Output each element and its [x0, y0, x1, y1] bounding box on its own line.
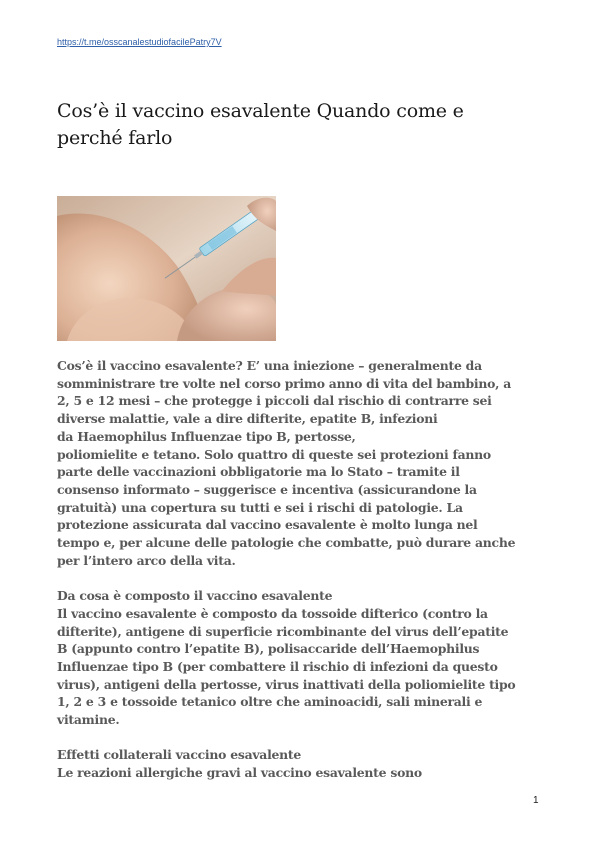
paragraph-line: Influenzae tipo B (per combattere il rischio di infezioni da questo — [57, 658, 498, 674]
paragraph-line: protezione assicurata dal vaccino esavalente è molto lunga nel — [57, 517, 478, 533]
page-number: 1 — [533, 795, 539, 806]
paragraph-line: per l’intero arco della vita. — [57, 552, 236, 568]
paragraph-gap — [57, 569, 542, 587]
paragraph-line: tempo e, per alcune delle patologie che combatte, può durare anche — [57, 535, 516, 551]
article-body — [57, 357, 542, 782]
paragraph-line: diverse malattie, vale a dire difterite, epatite B, infezioni — [57, 411, 438, 427]
paragraph-line: B (appunto contro l’epatite B), polisaccaride dell’Haemophilus — [57, 641, 480, 657]
section-heading: Da cosa è composto il vaccino esavalente — [57, 588, 333, 604]
paragraph-line: Il vaccino esavalente è composto da tossoide difterico (contro la — [57, 605, 488, 621]
paragraph-line: virus), antigeni della pertosse, virus inattivati della poliomielite tipo — [57, 676, 516, 692]
article-title — [57, 98, 527, 152]
paragraph-line: 2, 5 e 12 mesi – che protegge i piccoli dal rischio di contrarre sei — [57, 393, 492, 409]
paragraph-line: da Haemophilus Influenzae tipo B, pertosse, — [57, 428, 356, 444]
paragraph-line: somministrare tre volte nel corso primo anno di vita del bambino, a — [57, 375, 511, 391]
paragraph-line: consenso informato – suggerisce e incentiva (assicurandone la — [57, 481, 477, 497]
paragraph-line: Le reazioni allergiche gravi al vaccino esavalente sono — [57, 765, 422, 781]
telegram-link[interactable]: https://t.me/osscanalestudiofacilePatry7V — [57, 37, 222, 47]
paragraph-line: Cos’è il vaccino esavalente? E’ una iniezione – generalmente da — [57, 358, 482, 373]
paragraph-line: difterite), antigene di superficie ricombinante del virus dell’epatite — [57, 623, 509, 639]
paragraph-line: 1, 2 e 3 e tossoide tetanico oltre che aminoacidi, sali minerali e — [57, 694, 483, 710]
paragraph-line: parte delle vaccinazioni obbligatorie ma lo Stato – tramite il — [57, 464, 460, 480]
title-line: Cos’è il vaccino esavalente Quando come e — [57, 100, 464, 122]
vaccination-photo — [57, 196, 276, 341]
title-line: perché farlo — [57, 127, 173, 149]
paragraph-gap — [57, 729, 542, 747]
section-heading: Effetti collaterali vaccino esavalente — [57, 747, 302, 763]
paragraph-line: poliomielite e tetano. Solo quattro di queste sei protezioni fanno — [57, 446, 491, 462]
paragraph-line: vitamine. — [57, 712, 120, 728]
paragraph-line: gratuità) una copertura su tutti e sei i rischi di patologie. La — [57, 499, 463, 515]
